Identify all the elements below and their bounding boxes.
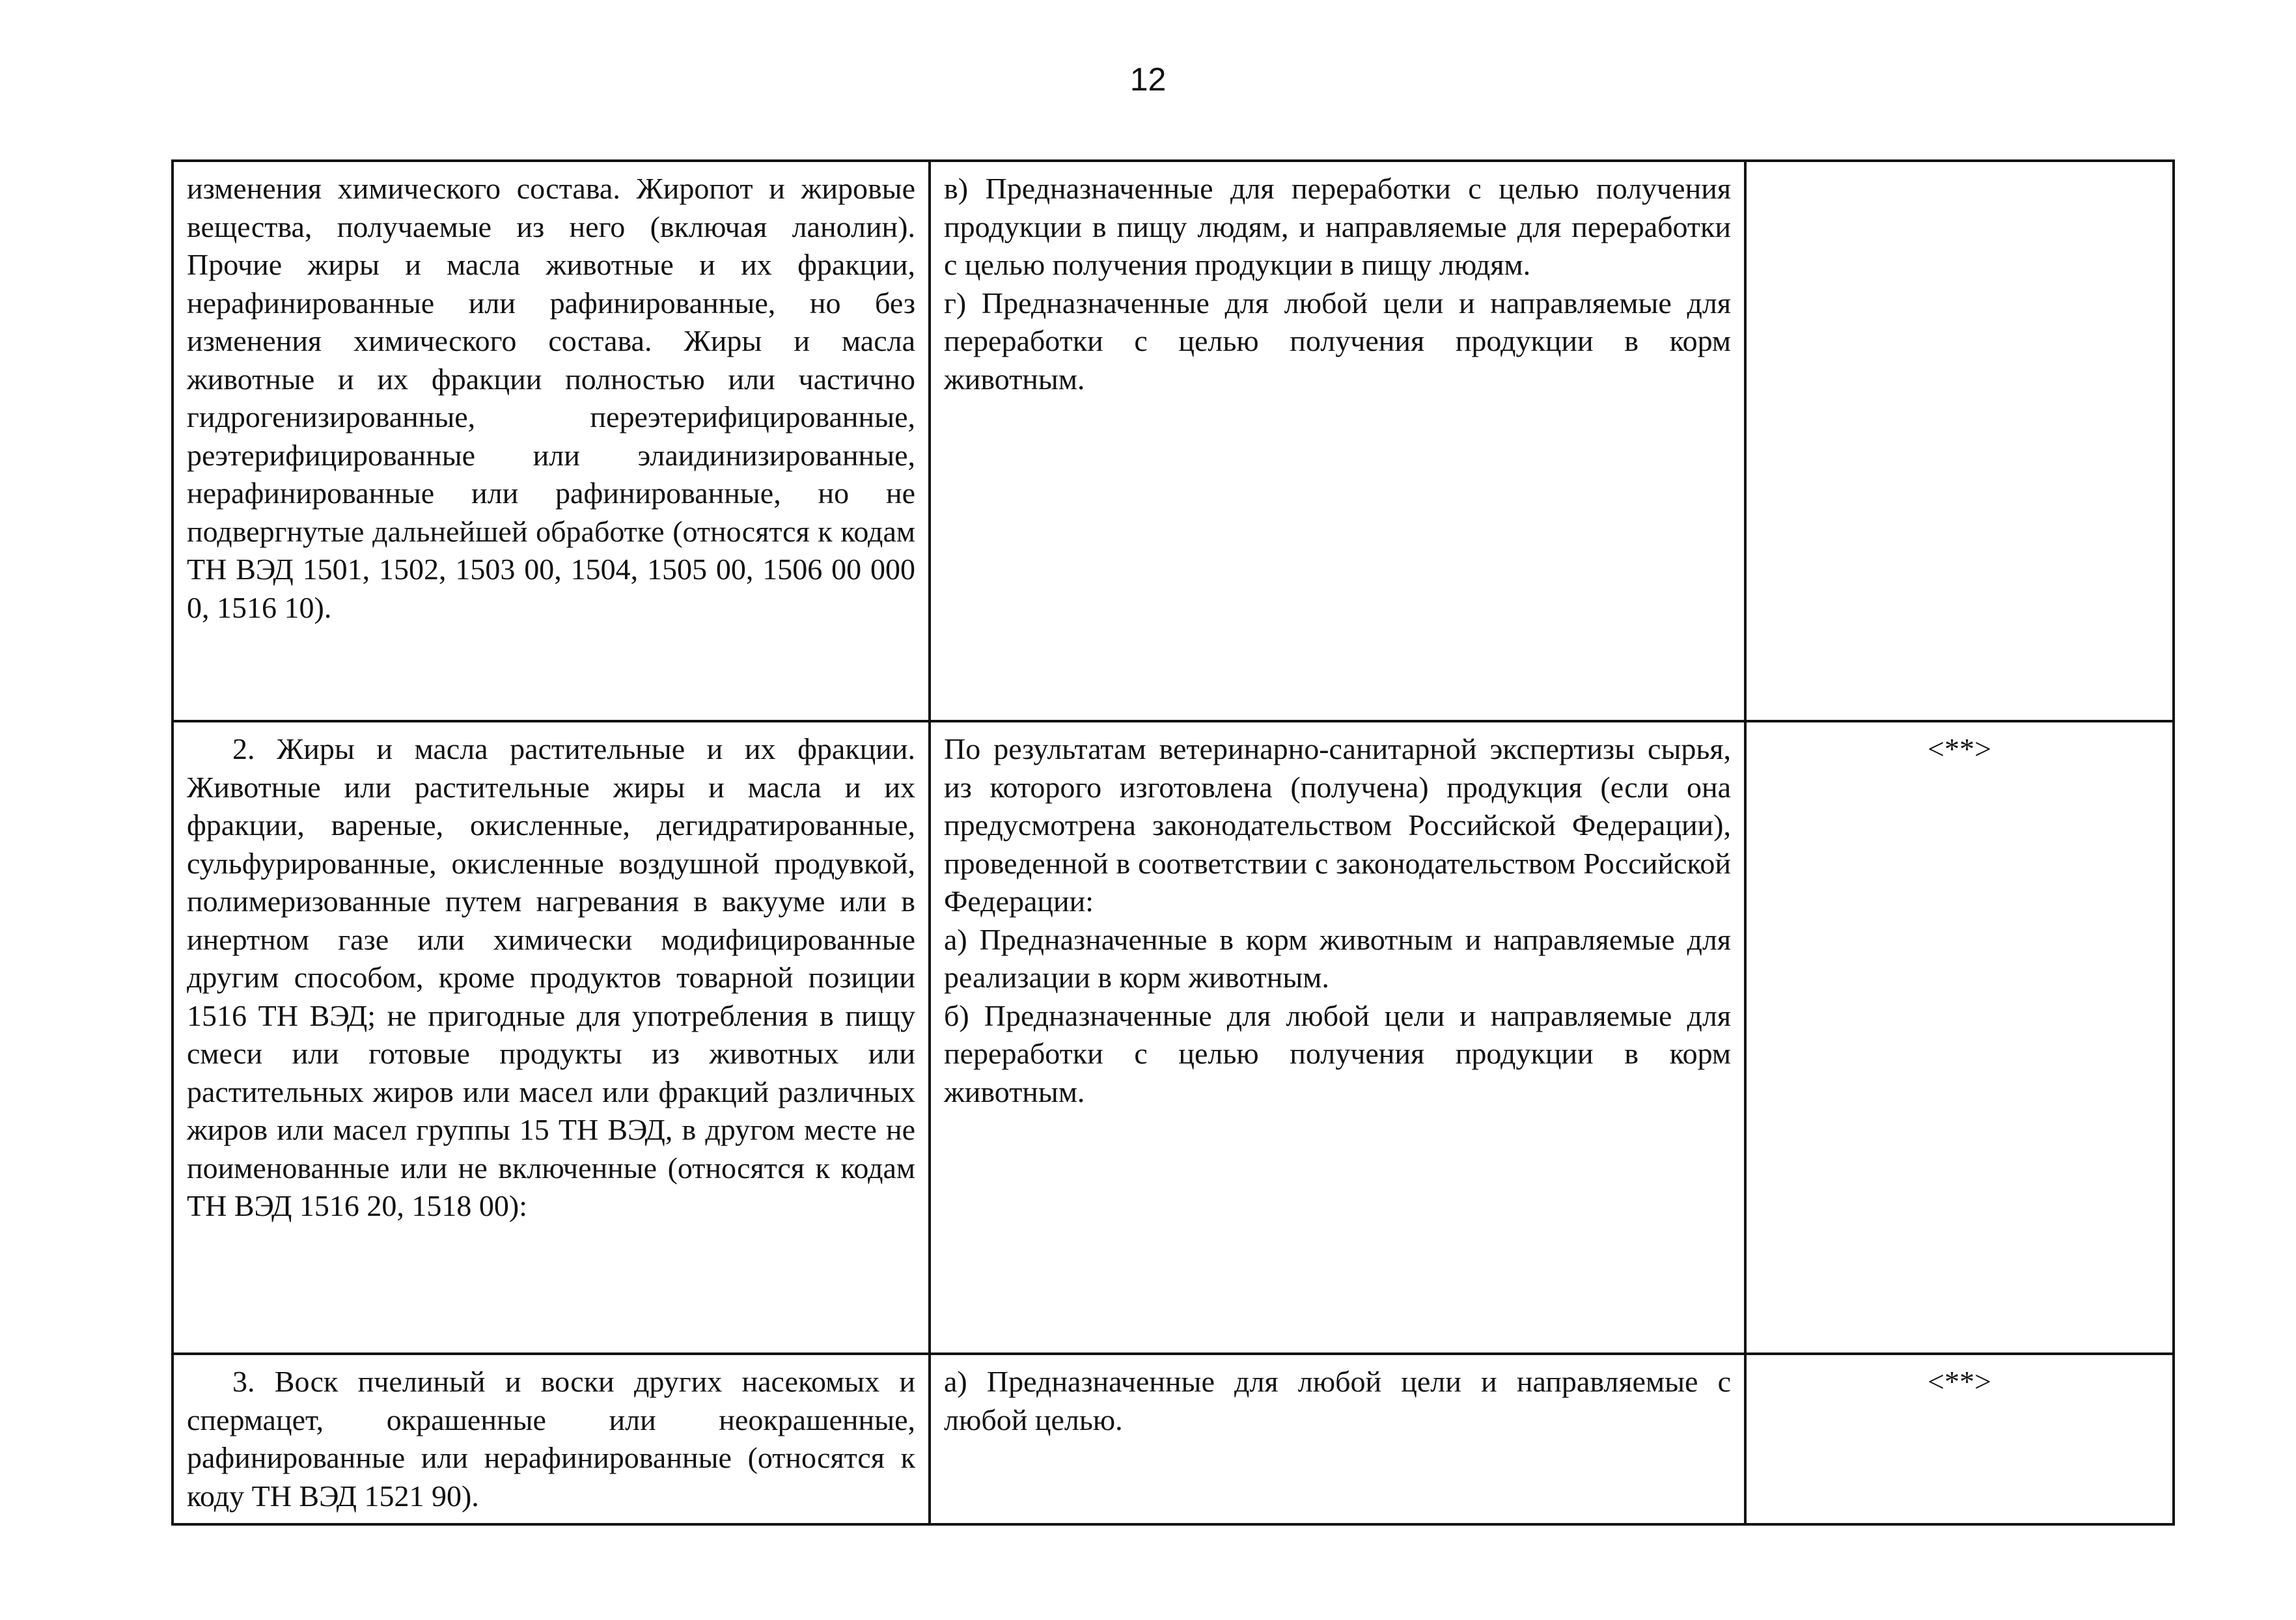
condition-item: б) Предназначенные для любой цели и направляемые для переработки с целью получения продукции в корм животным. xyxy=(944,998,1731,1108)
conditions-cell xyxy=(930,721,1745,1354)
condition-item: в) Предназначенные для переработки с целью получения продукции в пищу людям, и направляемые для переработки с целью получения продукции в пищу людям. xyxy=(944,172,1731,281)
note-cell xyxy=(1745,721,2174,1354)
condition-item: По результатам ветеринарно-санитарной экспертизы сырья, из которого изготовлена (получена) продукция (если она предусмотрена законодательством Российской Федерации), проведенной в соответствии с законодательством Российской Федерации: xyxy=(944,732,1731,918)
conditions-cell xyxy=(930,161,1745,721)
table-row xyxy=(173,161,2174,721)
condition-item: а) Предназначенные для любой цели и направляемые с любой целью. xyxy=(944,1365,1731,1436)
note-cell xyxy=(1745,161,2174,721)
product-description-cell xyxy=(173,161,930,721)
note-cell xyxy=(1745,1354,2174,1524)
product-description: изменения химического состава. Жиропот и жировые вещества, получаемые из него (включая ланолин). Прочие жиры и масла животные и их фракции, нерафинированные или рафинированные, но без изменения химического состава. Жиры и масла животные и их фракции полностью или частично гидрогенизированные, переэтерифицированные, реэтерифицированные или элаидинизированные, нерафинированные или рафинированные, но не подвергнутые дальнейшей обработке (относятся к кодам ТН ВЭД 1501, 1502, 1503 00, 1504, 1505 00, 1506 00 000 0, 1516 10). xyxy=(187,172,915,624)
note-mark: <**> xyxy=(1928,732,1991,765)
product-description-cell xyxy=(173,1354,930,1524)
condition-item: а) Предназначенные в корм животным и направляемые для реализации в корм животным. xyxy=(944,922,1731,994)
table-row xyxy=(173,1354,2174,1524)
table-row xyxy=(173,721,2174,1354)
page-number: 12 xyxy=(1129,61,1167,98)
regulation-table xyxy=(171,159,2175,1526)
conditions-cell xyxy=(930,1354,1745,1524)
product-description: 2. Жиры и масла растительные и их фракции. Животные или растительные жиры и масла и их фракции, вареные, окисленные, дегидратированные, сульфурированные, окисленные воздушной продувкой, полимеризованные путем нагревания в вакууме или в инертном газе или химически модифицированные другим способом, кроме продуктов товарной позиции 1516 ТН ВЭД; не пригодные для употребления в пищу смеси или готовые продукты из животных или растительных жиров или масел или фракций различных жиров или масел группы 15 ТН ВЭД, в другом месте не поименованные или не включенные (относятся к кодам ТН ВЭД 1516 20, 1518 00): xyxy=(187,732,915,1222)
condition-item: г) Предназначенные для любой цели и направляемые для переработки с целью получения продукции в корм животным. xyxy=(944,286,1731,396)
note-mark: <**> xyxy=(1928,1365,1991,1398)
product-description: 3. Воск пчелиный и воски других насекомых и спермацет, окрашенные или неокрашенные, рафинированные или нерафинированные (относятся к коду ТН ВЭД 1521 90). xyxy=(187,1365,915,1513)
product-description-cell xyxy=(173,721,930,1354)
